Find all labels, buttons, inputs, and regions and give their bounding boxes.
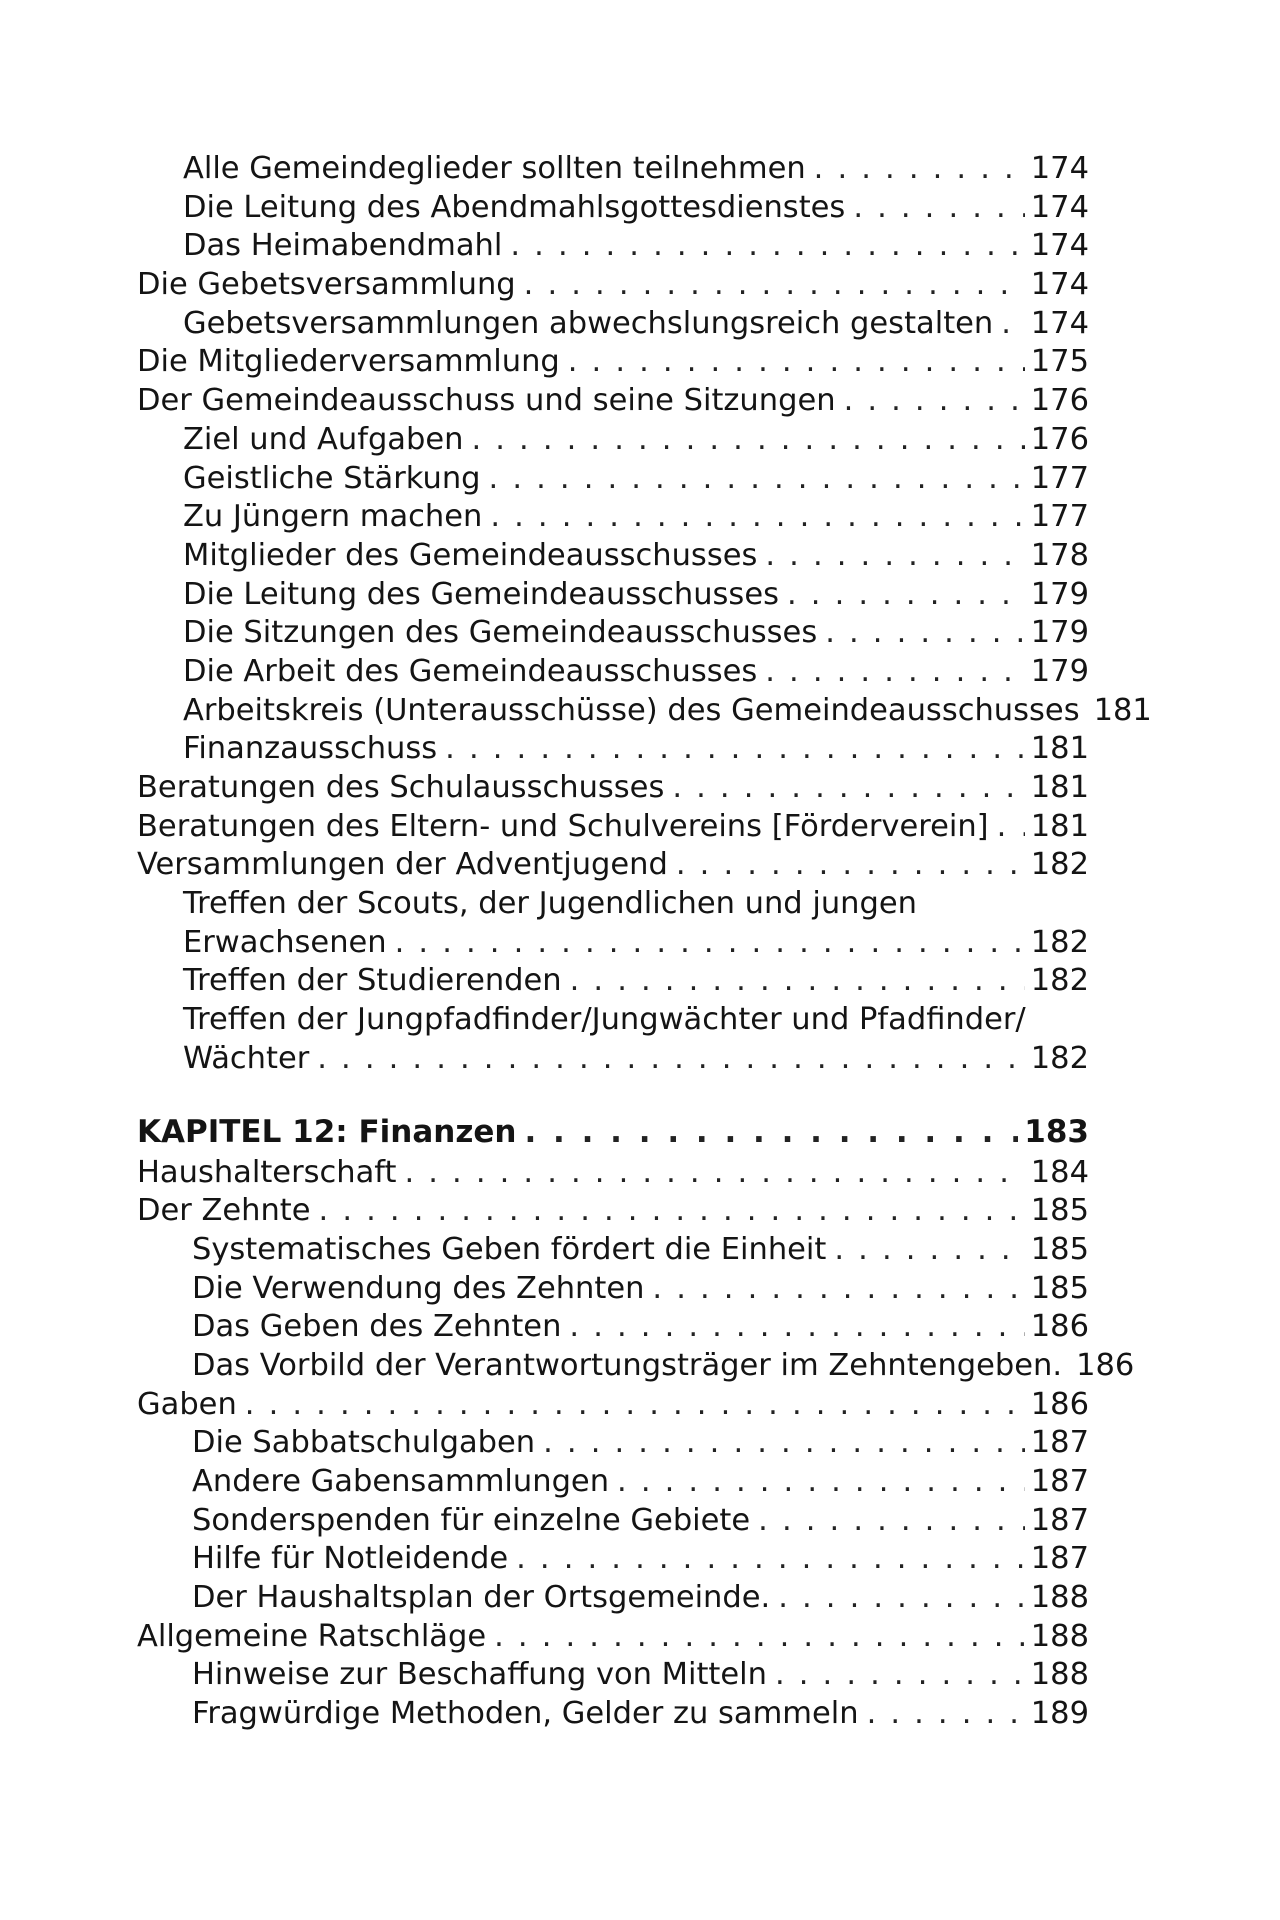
- toc-entry-title: Die Leitung des Gemeindeausschusses: [183, 576, 779, 612]
- toc-entry: [137, 305, 1089, 344]
- toc-entry-title: Das Vorbild der Verantwortungsträger im Zehntengeben.: [192, 1347, 1063, 1383]
- toc-entry: [137, 1308, 1089, 1347]
- toc-entry-page: 178: [1030, 537, 1089, 573]
- toc-entry: [137, 1347, 1135, 1386]
- dot-leader: [395, 924, 1025, 963]
- toc-entry-title: Gebetsversammlungen abwechslungsreich gestalten: [183, 305, 994, 341]
- toc-entry: [137, 382, 1089, 421]
- dot-leader: [758, 1502, 1025, 1541]
- toc-entry-title: Hilfe für Notleidende: [192, 1541, 509, 1577]
- toc-entry-page: 179: [1030, 653, 1089, 689]
- toc-entry-page: 179: [1030, 615, 1089, 651]
- dot-leader: [867, 1695, 1025, 1734]
- toc-entry: [137, 1502, 1089, 1541]
- toc-entry-page: 181: [1093, 692, 1152, 728]
- toc-entry-page: 182: [1030, 963, 1089, 999]
- toc-entry-title: Der Haushaltsplan der Ortsgemeinde.: [192, 1580, 771, 1616]
- dot-leader: [778, 1579, 1025, 1618]
- toc-entry: [137, 1192, 1089, 1231]
- toc-entry-title: Die Mitgliederversammlung: [137, 344, 560, 380]
- toc-entry: [137, 150, 1089, 189]
- toc-entry: [137, 1540, 1089, 1579]
- toc-entry-page: 174: [1030, 228, 1089, 264]
- toc-entry-title: Systematisches Geben fördert die Einheit: [192, 1231, 827, 1267]
- toc-entry-page: 186: [1030, 1309, 1089, 1345]
- toc-entry: [137, 576, 1089, 615]
- toc-entry-title: Haushalterschaft: [137, 1154, 397, 1190]
- toc-entry: [137, 1656, 1089, 1695]
- toc-entry-title: Finanzausschuss: [183, 731, 438, 767]
- toc-entry-page: 174: [1030, 267, 1089, 303]
- toc-entry: [137, 1154, 1089, 1193]
- dot-leader: [676, 846, 1025, 885]
- toc-entry-title: Allgemeine Ratschläge: [137, 1618, 487, 1654]
- table-of-contents: [137, 150, 1152, 1734]
- toc-entry-page: 185: [1030, 1193, 1089, 1229]
- toc-entry-page: 182: [1030, 924, 1089, 960]
- toc-entry: [137, 1270, 1089, 1309]
- dot-leader: [516, 1540, 1025, 1579]
- toc-entry-title: Die Verwendung des Zehnten: [192, 1270, 645, 1306]
- toc-entry-title: Das Geben des Zehnten: [192, 1309, 562, 1345]
- toc-entry: [137, 1386, 1089, 1425]
- dot-leader: [672, 769, 1024, 808]
- dot-leader: [319, 1192, 1025, 1231]
- toc-entry-title: Versammlungen der Adventjugend: [137, 847, 668, 883]
- toc-entry: [137, 227, 1089, 266]
- toc-entry-title: Treffen der Jungpfadfinder/Jungwächter und Pfadfinder/: [183, 1002, 1026, 1038]
- toc-entry-page: 184: [1030, 1154, 1089, 1190]
- toc-entry-page: 188: [1030, 1657, 1089, 1693]
- toc-entry-page: 182: [1030, 847, 1089, 883]
- toc-entry-page: 188: [1030, 1580, 1089, 1616]
- dot-leader: [652, 1270, 1024, 1309]
- toc-entry-page: 183: [1024, 1113, 1089, 1150]
- toc-entry-page: 188: [1030, 1618, 1089, 1654]
- toc-entry-title: Der Gemeindeausschuss und seine Sitzungen: [137, 383, 836, 419]
- toc-entry-page: 175: [1030, 344, 1089, 380]
- toc-entry: [137, 1040, 1089, 1079]
- toc-entry: [137, 653, 1089, 692]
- toc-entry-page: 176: [1030, 383, 1089, 419]
- toc-entry: [137, 1579, 1089, 1618]
- dot-leader: [543, 1424, 1025, 1463]
- dot-leader: [787, 576, 1025, 615]
- dot-leader: [445, 730, 1025, 769]
- toc-entry-title: Treffen der Scouts, der Jugendlichen und jungen: [183, 886, 917, 922]
- toc-entry: [137, 924, 1089, 963]
- toc-entry: [137, 769, 1089, 808]
- dot-leader: [524, 1110, 1018, 1154]
- toc-entry-page: 174: [1030, 305, 1089, 341]
- toc-entry: [137, 460, 1089, 499]
- toc-entry: [137, 266, 1089, 305]
- toc-entry-title: Treffen der Studierenden: [183, 963, 562, 999]
- chapter-heading: [137, 1110, 1089, 1154]
- toc-entry-page: 186: [1030, 1386, 1089, 1422]
- toc-entry-page: 177: [1030, 499, 1089, 535]
- dot-leader: [825, 614, 1025, 653]
- toc-entry-title: Wächter: [183, 1040, 310, 1076]
- toc-entry-page: 187: [1030, 1425, 1089, 1461]
- toc-entry: [137, 421, 1089, 460]
- toc-entry-page: 186: [1076, 1347, 1135, 1383]
- dot-leader: [570, 962, 1025, 1001]
- dot-leader: [524, 266, 1025, 305]
- dot-leader: [1001, 305, 1025, 344]
- dot-leader: [569, 1308, 1024, 1347]
- toc-entry-page: 181: [1030, 770, 1089, 805]
- dot-leader: [489, 460, 1025, 499]
- toc-entry-page: 187: [1030, 1464, 1089, 1499]
- toc-entry-page: 179: [1030, 576, 1089, 612]
- toc-entry-title: Beratungen des Eltern- und Schulvereins [Förderverein]: [137, 808, 989, 844]
- toc-entry: [137, 1618, 1089, 1657]
- toc-entry: [137, 614, 1089, 653]
- toc-entry: [137, 692, 1152, 731]
- toc-entry-title: Die Sabbatschulgaben: [192, 1425, 536, 1461]
- toc-entry: [137, 730, 1089, 769]
- toc-entry-title: Das Heimabendmahl: [183, 228, 503, 264]
- dot-leader: [814, 150, 1025, 189]
- toc-entry-title: Ziel und Aufgaben: [183, 421, 464, 457]
- toc-entry-page: 185: [1030, 1231, 1089, 1267]
- toc-entry-title: Beratungen des Schulausschusses: [137, 770, 665, 805]
- toc-entry-page: 174: [1030, 151, 1089, 186]
- toc-entry-page: 185: [1030, 1270, 1089, 1306]
- dot-leader: [834, 1231, 1024, 1270]
- toc-entry-page: 181: [1030, 731, 1089, 767]
- toc-entry: [137, 537, 1089, 576]
- toc-entry-title: Fragwürdige Methoden, Gelder zu sammeln: [192, 1696, 859, 1732]
- dot-leader: [471, 421, 1024, 460]
- dot-leader: [494, 1618, 1025, 1657]
- toc-entry: [137, 846, 1089, 885]
- toc-entry-page: 177: [1030, 460, 1089, 496]
- dot-leader: [404, 1154, 1024, 1193]
- toc-entry: [137, 189, 1089, 228]
- dot-leader: [617, 1463, 1025, 1502]
- toc-entry-title: Geistliche Stärkung: [183, 460, 481, 496]
- dot-leader: [765, 537, 1024, 576]
- toc-entry: [137, 498, 1089, 537]
- dot-leader: [997, 808, 1025, 847]
- toc-entry-title: Der Zehnte: [137, 1193, 311, 1229]
- toc-entry-page: 181: [1030, 808, 1089, 844]
- toc-entry-title: Sonderspenden für einzelne Gebiete: [192, 1502, 751, 1538]
- toc-entry: [137, 343, 1089, 382]
- dot-leader: [844, 382, 1025, 421]
- toc-entry: [137, 962, 1089, 1001]
- toc-entry-page: 182: [1030, 1040, 1089, 1076]
- toc-entry-title: Die Arbeit des Gemeindeausschusses: [183, 653, 758, 689]
- toc-entry-title: Zu Jüngern machen: [183, 499, 483, 535]
- toc-entry-page: 187: [1030, 1502, 1089, 1538]
- toc-entry-title: Andere Gabensammlungen: [192, 1464, 610, 1499]
- toc-entry-title: Arbeitskreis (Unterausschüsse) des Gemeindeausschusses: [183, 692, 1080, 728]
- toc-entry-title: Die Leitung des Abendmahlsgottesdienstes: [183, 189, 846, 225]
- toc-entry-page: 174: [1030, 189, 1089, 225]
- toc-entry-title: Die Gebetsversammlung: [137, 267, 516, 303]
- dot-leader: [245, 1386, 1025, 1425]
- toc-entry: [137, 1463, 1089, 1502]
- toc-entry-page: 176: [1030, 421, 1089, 457]
- toc-entry-title: Alle Gemeindeglieder sollten teilnehmen: [183, 151, 806, 186]
- dot-leader: [490, 498, 1024, 537]
- toc-entry-title: Erwachsenen: [183, 924, 387, 960]
- toc-entry-title: Gaben: [137, 1386, 237, 1422]
- toc-entry: [137, 885, 1089, 924]
- toc-entry-title: Die Sitzungen des Gemeindeausschusses: [183, 615, 818, 651]
- toc-entry-page: 189: [1030, 1696, 1089, 1732]
- toc-entry: [137, 1231, 1089, 1270]
- dot-leader: [317, 1040, 1025, 1079]
- toc-entry: [137, 1424, 1089, 1463]
- dot-leader: [775, 1656, 1025, 1695]
- dot-leader: [765, 653, 1025, 692]
- toc-entry-title: Hinweise zur Beschaffung von Mitteln: [192, 1657, 767, 1693]
- dot-leader: [853, 189, 1024, 228]
- dot-leader: [510, 227, 1024, 266]
- dot-leader: [568, 343, 1025, 382]
- toc-entry-page: 187: [1030, 1541, 1089, 1577]
- toc-entry-title: KAPITEL 12: Finanzen: [137, 1113, 517, 1150]
- toc-entry: [137, 1695, 1089, 1734]
- toc-entry: [137, 808, 1089, 847]
- toc-entry-title: Mitglieder des Gemeindeausschusses: [183, 537, 758, 573]
- toc-entry: [137, 1001, 1089, 1040]
